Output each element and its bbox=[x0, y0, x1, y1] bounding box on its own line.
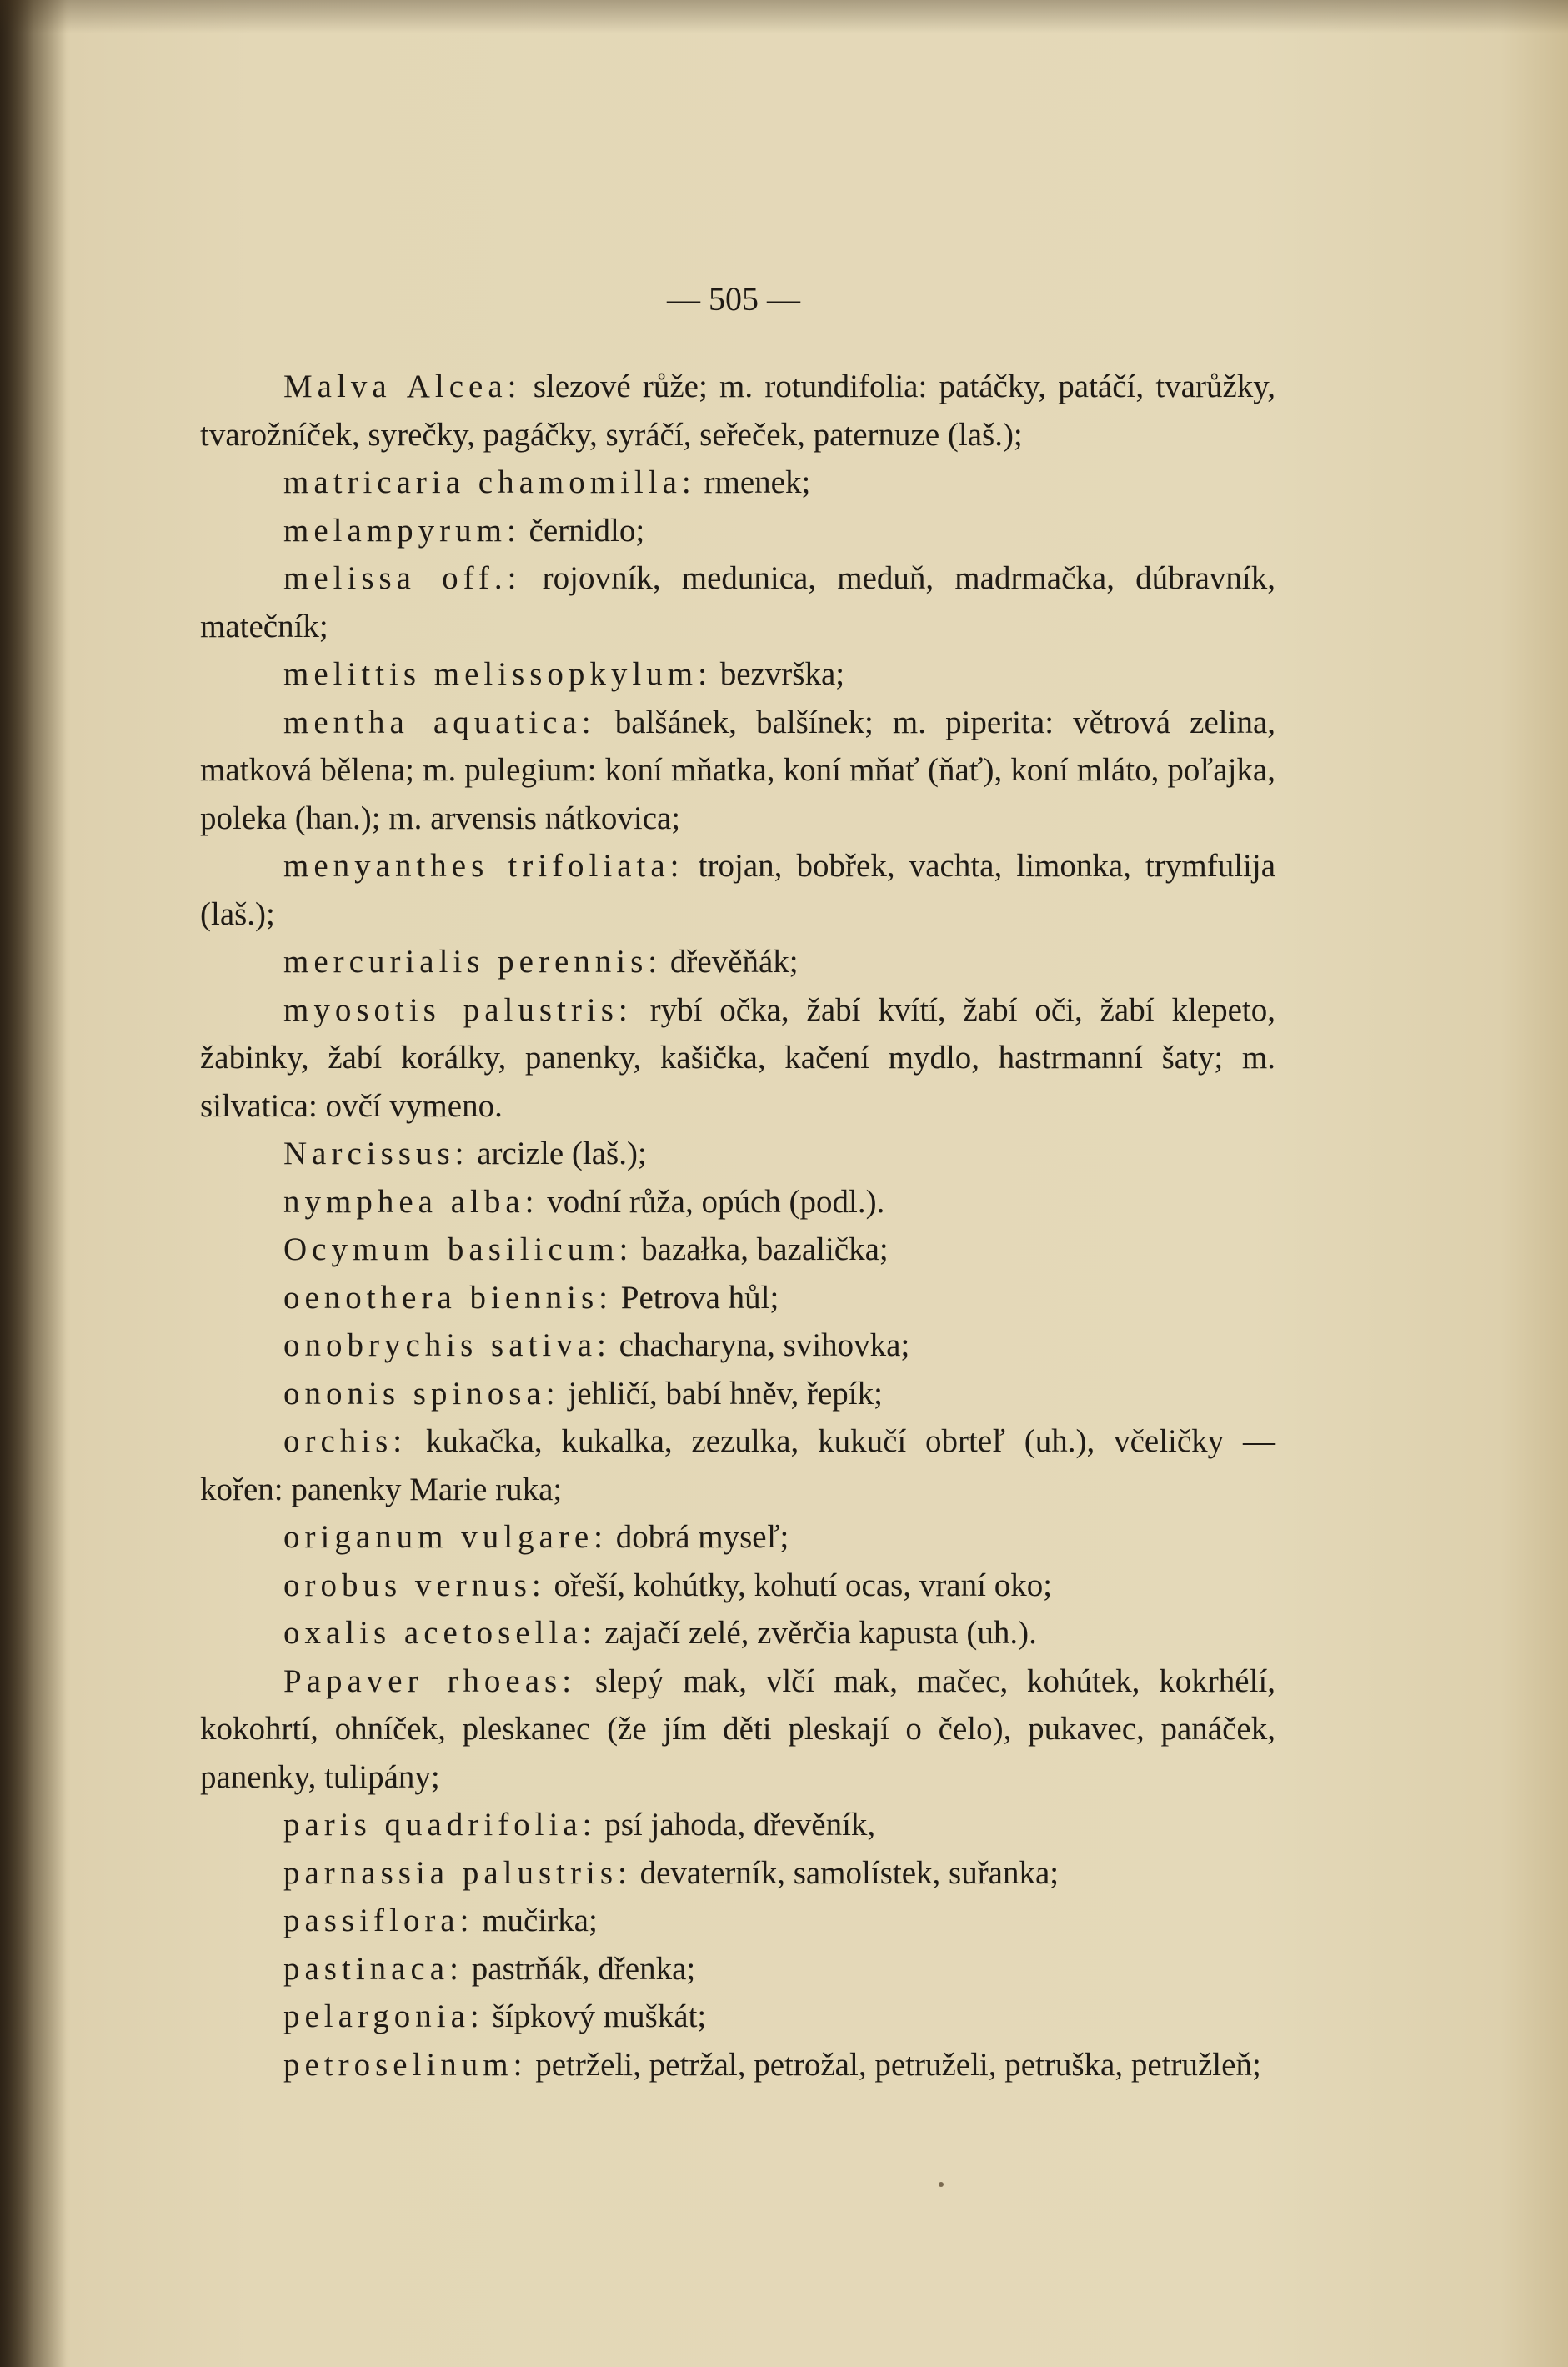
entry-term: passiflora: bbox=[283, 1903, 474, 1938]
entry-text: rybí očka, žabí kvítí, žabí oči, žabí klepeto, žabinky, žabí korálky, panenky, kašička, kačení mydlo, hastrmanní šaty; m. silvatica: ovčí vymeno. bbox=[200, 991, 1275, 1124]
entry bbox=[200, 507, 1275, 555]
entry-text: petrželi, petržal, petrožal, petruželi, petruška, petružleň; bbox=[527, 2046, 1261, 2083]
entry-text: ořeší, kohútky, kohutí ocas, vraní oko; bbox=[545, 1567, 1053, 1603]
page-number: — 505 — bbox=[667, 280, 800, 318]
entry-term: myosotis palustris: bbox=[283, 991, 633, 1028]
entry-term: oenothera biennis: bbox=[283, 1279, 613, 1316]
entry-term: Narcissus: bbox=[283, 1136, 469, 1171]
entry-term: parnassia palustris: bbox=[283, 1854, 632, 1891]
entry-text: slezové růže; m. rotundifolia: patáčky, patáčí, tvarůžky, tvarožníček, syrečky, pagáčky, syráčí, seřeček, paternuze (laš.); bbox=[200, 369, 1275, 453]
entry bbox=[200, 986, 1275, 1131]
ink-speck bbox=[939, 2182, 944, 2187]
entry-text: trojan, bobřek, vachta, limonka, trymfulija (laš.); bbox=[200, 848, 1276, 932]
entry bbox=[200, 554, 1275, 650]
entry bbox=[200, 363, 1275, 459]
entry-term: Ocymum basilicum: bbox=[283, 1231, 634, 1267]
entry bbox=[200, 459, 1275, 507]
spine-shadow bbox=[0, 0, 67, 2367]
entry-text: chacharyna, svihovka; bbox=[610, 1327, 910, 1363]
dictionary-text bbox=[200, 363, 1275, 2089]
entry-term: mentha aquatica: bbox=[283, 704, 596, 740]
entry-term: paris quadrifolia: bbox=[283, 1807, 597, 1843]
entry-term: matricaria chamomilla: bbox=[283, 464, 696, 500]
entry-text: rojovník, medunica, meduň, madrmačka, dúbravník, matečník; bbox=[200, 560, 1275, 644]
entry bbox=[200, 1562, 1275, 1610]
entry-text: arcizle (laš.); bbox=[468, 1136, 647, 1171]
entry-term: orobus vernus: bbox=[283, 1567, 546, 1603]
entry bbox=[200, 1370, 1275, 1418]
entry bbox=[200, 1849, 1275, 1898]
entry bbox=[200, 1609, 1275, 1657]
entry-term: orchis: bbox=[283, 1423, 408, 1459]
entry bbox=[200, 1801, 1275, 1849]
entry-term: mercurialis perennis: bbox=[283, 944, 663, 980]
entry bbox=[200, 1226, 1275, 1274]
entry bbox=[200, 842, 1275, 938]
entry-term: origanum vulgare: bbox=[283, 1519, 608, 1555]
entry-text: balšánek, balšínek; m. piperita: větrová zelina, matková bělena; m. pulegium: koní mňatka, koní mňať (ňať), koní mláto, poľajka, poleka (han.); m. arvensis nátkovica; bbox=[200, 704, 1276, 836]
entry-term: onobrychis sativa: bbox=[283, 1327, 611, 1363]
entry-text: mučirka; bbox=[473, 1903, 598, 1938]
entry bbox=[200, 1321, 1275, 1370]
entry-text: dřevěňák; bbox=[662, 944, 799, 980]
entry bbox=[200, 1130, 1275, 1178]
entry-text: vodní růža, opúch (podl.). bbox=[539, 1183, 885, 1220]
entry-text: bezvrška; bbox=[711, 656, 845, 692]
entry-term: petroselinum: bbox=[283, 2046, 528, 2083]
entry-term: pelargonia: bbox=[283, 1998, 484, 2034]
entry-text: šípkový muškát; bbox=[483, 1998, 707, 2034]
entry-text: kukačka, kukalka, zezulka, kukučí obrteľ (uh.), včeličky — kořen: panenky Marie ruka; bbox=[200, 1423, 1275, 1507]
entry bbox=[200, 699, 1275, 843]
entry-term: Papaver rhoeas: bbox=[283, 1662, 577, 1699]
entry-term: Malva Alcea: bbox=[283, 369, 522, 404]
entry bbox=[200, 1178, 1275, 1226]
entry-text: bazałka, bazalička; bbox=[633, 1231, 889, 1267]
entry-term: melissa off.: bbox=[283, 560, 522, 596]
entry bbox=[200, 1417, 1275, 1513]
entry-text: zajačí zelé, zvěrčia kapusta (uh.). bbox=[596, 1615, 1037, 1651]
entry bbox=[200, 1274, 1275, 1322]
entry bbox=[200, 1945, 1275, 1993]
entry-text: pastrňák, dřenka; bbox=[463, 1950, 696, 1987]
entry-term: oxalis acetosella: bbox=[283, 1615, 597, 1651]
entry-text: jehličí, babí hněv, řepík; bbox=[559, 1375, 883, 1412]
entry-text: slepý mak, vlčí mak, mačec, kohútek, kokrhélí, kokohrtí, ohníček, pleskanec (že jím děti pleskají o čelo), pukavec, panáček, panenky, tulipány; bbox=[200, 1662, 1275, 1795]
entry-term: melampyrum: bbox=[283, 512, 521, 549]
entry bbox=[200, 1513, 1275, 1562]
entry-text: dobrá myseľ; bbox=[608, 1519, 789, 1555]
entry bbox=[200, 1657, 1275, 1802]
entry-term: ononis spinosa: bbox=[283, 1375, 560, 1412]
entry-text: černidlo; bbox=[520, 512, 645, 549]
entry bbox=[200, 938, 1275, 986]
entry bbox=[200, 1993, 1275, 2041]
top-shadow bbox=[0, 0, 1568, 33]
entry-term: pastinaca: bbox=[283, 1950, 463, 1987]
entry bbox=[200, 2041, 1275, 2089]
entry bbox=[200, 650, 1275, 699]
entry-term: nymphea alba: bbox=[283, 1183, 539, 1220]
entry-text: psí jahoda, dřevěník, bbox=[596, 1807, 876, 1843]
entry bbox=[200, 1897, 1275, 1945]
entry-text: rmenek; bbox=[695, 464, 811, 500]
entry-text: devaterník, samolístek, suřanka; bbox=[631, 1854, 1060, 1891]
entry-term: melittis melissopkylum: bbox=[283, 656, 712, 692]
entry-text: Petrova hůl; bbox=[613, 1279, 779, 1316]
entry-term: menyanthes trifoliata: bbox=[283, 848, 684, 884]
